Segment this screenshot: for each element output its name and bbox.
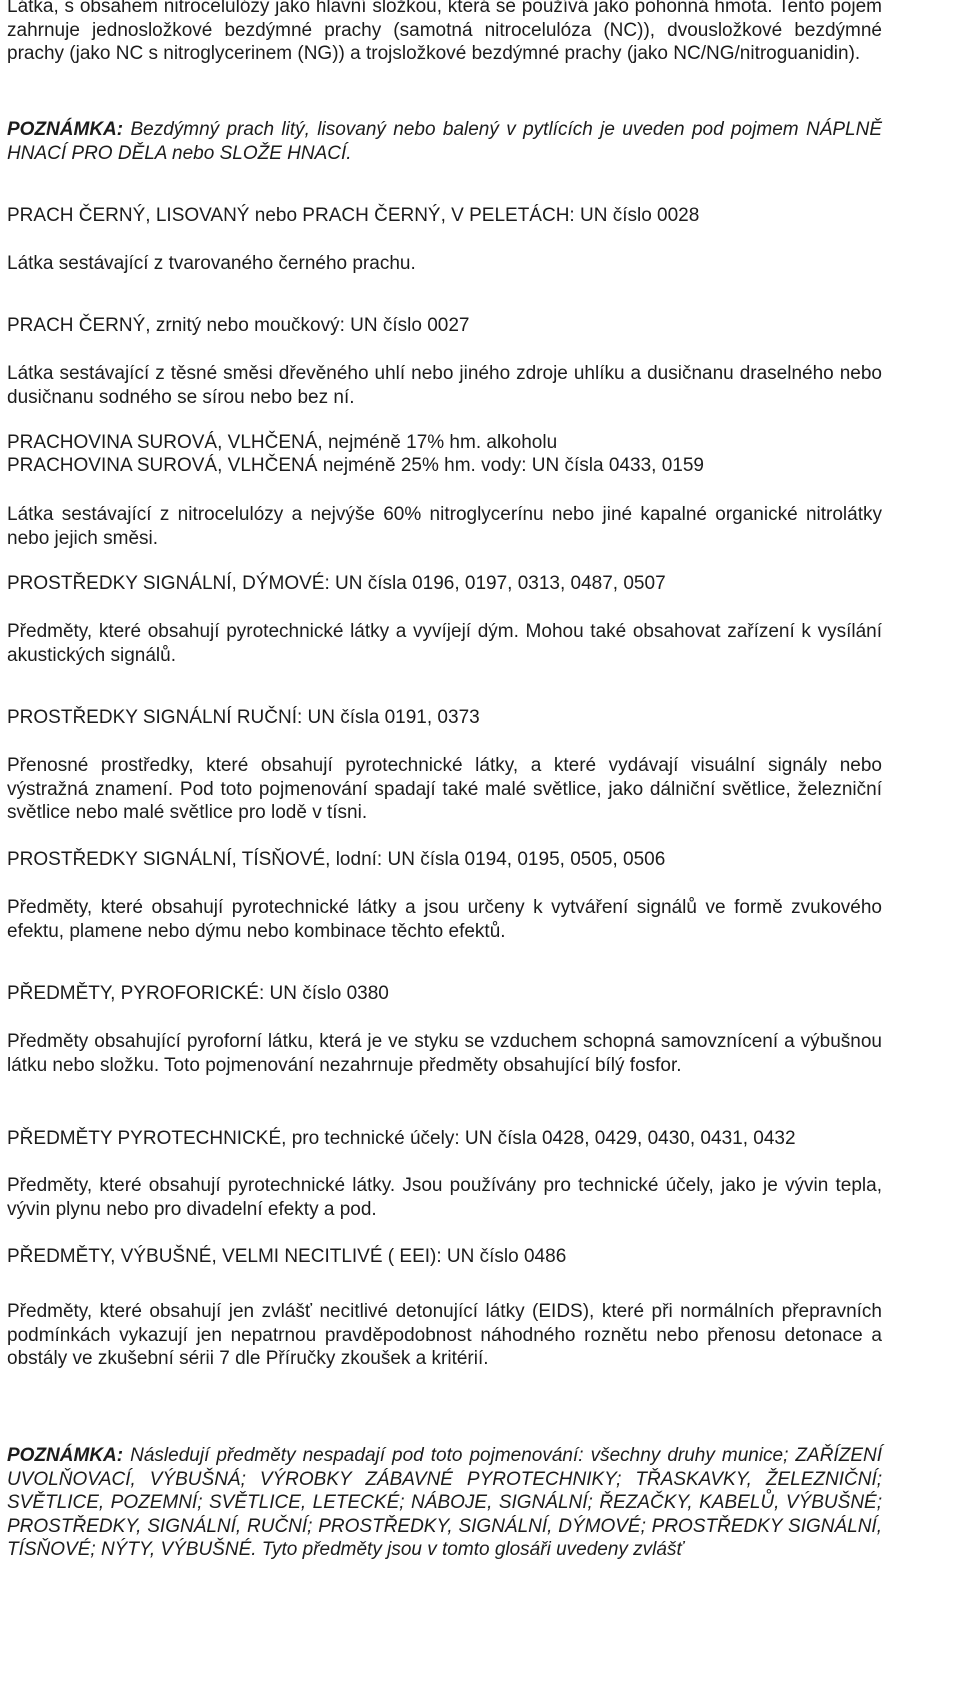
paragraph-un-0028: Látka sestávající z tvarovaného černého prachu. bbox=[7, 253, 416, 274]
paragraph-un-0191: Přenosné prostředky, které obsahují pyrotechnické látky, a které vydávají visuální signály nebo výstražná znamení. Pod toto pojmenování spadají také malé světlice, jako dálniční světlice, železniční světlice nebo malé světlice pro lodě v tísni. bbox=[7, 755, 882, 823]
heading-un-0027: PRACH ČERNÝ, zrnitý nebo moučkový: UN číslo 0027 bbox=[7, 315, 470, 336]
note-text: Bezdýmný prach litý, lisovaný nebo balený v pytlících je uveden pod pojmem NÁPLNĚ HNACÍ PRO DĚLA nebo SLOŽE HNACÍ. bbox=[7, 119, 882, 164]
heading-un-0433-line-2: PRACHOVINA SUROVÁ, VLHČENÁ nejméně 25% hm. vody: UN čísla 0433, 0159 bbox=[7, 455, 704, 476]
heading-un-0433 bbox=[7, 431, 882, 477]
paragraph-un-0194: Předměty, které obsahují pyrotechnické látky a jsou určeny k vytváření signálů ve formě zvukového efektu, plamene nebo dýmu nebo kombinace těchto efektů. bbox=[7, 897, 882, 942]
paragraph-un-0380: Předměty obsahující pyroforní látku, která je ve styku se vzduchem schopná samovznícení a výbušnou látku nebo složku. Toto pojmenování nezahrnuje předměty obsahující bílý fosfor. bbox=[7, 1031, 882, 1076]
note-smokeless-powder bbox=[7, 118, 882, 165]
heading-un-0486: PŘEDMĚTY, VÝBUŠNÉ, VELMI NECITLIVÉ ( EEI): UN číslo 0486 bbox=[7, 1246, 567, 1267]
paragraph-un-0486: Předměty, které obsahují jen zvlášť necitlivé detonující látky (EIDS), které při normálních přepravních podmínkách vykazují jen nepatrnou pravděpodobnost náhodného roznětu nebo přenosu detonace a obstály ve zkušební sérii 7 dle Příručky zkoušek a kritérií. bbox=[7, 1301, 882, 1369]
paragraph-un-0433: Látka sestávající z nitrocelulózy a nejvýše 60% nitroglycerínu nebo jiné kapalné organické nitrolátky nebo jejich směsi. bbox=[7, 504, 882, 549]
intro-paragraph: Látka, s obsahem nitrocelulózy jako hlavní složkou, která se používá jako pohonná hmota. Tento pojem zahrnuje jednosložkové bezdýmné prachy (samotná nitrocelulóza (NC)), dvousložkové bezdýmné prachy (jako NC s nitroglycerinem (NG)) a trojsložkové bezdýmné prachy (jako NC/NG/nitroguanidin). bbox=[7, 0, 882, 64]
note-label: POZNÁMKA: bbox=[7, 119, 124, 140]
heading-un-0196: PROSTŘEDKY SIGNÁLNÍ, DÝMOVÉ: UN čísla 0196, 0197, 0313, 0487, 0507 bbox=[7, 573, 666, 594]
paragraph-un-0428: Předměty, které obsahují pyrotechnické látky. Jsou používány pro technické účely, jako je vývin tepla, vývin plynu nebo pro divadelní efekty a pod. bbox=[7, 1175, 882, 1220]
paragraph-un-0027: Látka sestávající z těsné směsi dřevěného uhlí nebo jiného zdroje uhlíku a dusičnanu draselného nebo dusičnanu sodného se sírou nebo bez ní. bbox=[7, 363, 882, 408]
heading-un-0433-line-1: PRACHOVINA SUROVÁ, VLHČENÁ, nejméně 17% hm. alkoholu bbox=[7, 432, 558, 453]
note-label: POZNÁMKA: bbox=[7, 1445, 124, 1466]
paragraph-un-0196: Předměty, které obsahují pyrotechnické látky a vyvíjejí dým. Mohou také obsahovat zařízení k vysílání akustických signálů. bbox=[7, 621, 882, 666]
note-excluded-articles bbox=[7, 1444, 882, 1562]
heading-un-0194: PROSTŘEDKY SIGNÁLNÍ, TÍSŇOVÉ, lodní: UN čísla 0194, 0195, 0505, 0506 bbox=[7, 849, 666, 870]
heading-un-0028: PRACH ČERNÝ, LISOVANÝ nebo PRACH ČERNÝ, V PELETÁCH: UN číslo 0028 bbox=[7, 205, 700, 226]
note-text: Následují předměty nespadají pod toto pojmenování: všechny druhy munice; ZAŘÍZENÍ UVOLŇOVACÍ, VÝBUŠNÁ; VÝROBKY ZÁBAVNÉ PYROTECHNIKY; TŘASKAVKY, ŽELEZNIČNÍ; SVĚTLICE, POZEMNÍ; SVĚTLICE, LETECKÉ; NÁBOJE, SIGNÁLNÍ; ŘEZAČKY, KABELŮ, VÝBUŠNÉ; PROSTŘEDKY, SIGNÁLNÍ, RUČNÍ; PROSTŘEDKY, SIGNÁLNÍ, DÝMOVÉ; PROSTŘEDKY SIGNÁLNÍ, TÍSŇOVÉ; NÝTY, VÝBUŠNÉ. Tyto předměty jsou v tomto glosáři uvedeny zvlášť bbox=[7, 1445, 882, 1560]
heading-un-0191: PROSTŘEDKY SIGNÁLNÍ RUČNÍ: UN čísla 0191, 0373 bbox=[7, 707, 480, 728]
heading-un-0380: PŘEDMĚTY, PYROFORICKÉ: UN číslo 0380 bbox=[7, 983, 389, 1004]
heading-un-0428: PŘEDMĚTY PYROTECHNICKÉ, pro technické účely: UN čísla 0428, 0429, 0430, 0431, 0432 bbox=[7, 1128, 796, 1149]
